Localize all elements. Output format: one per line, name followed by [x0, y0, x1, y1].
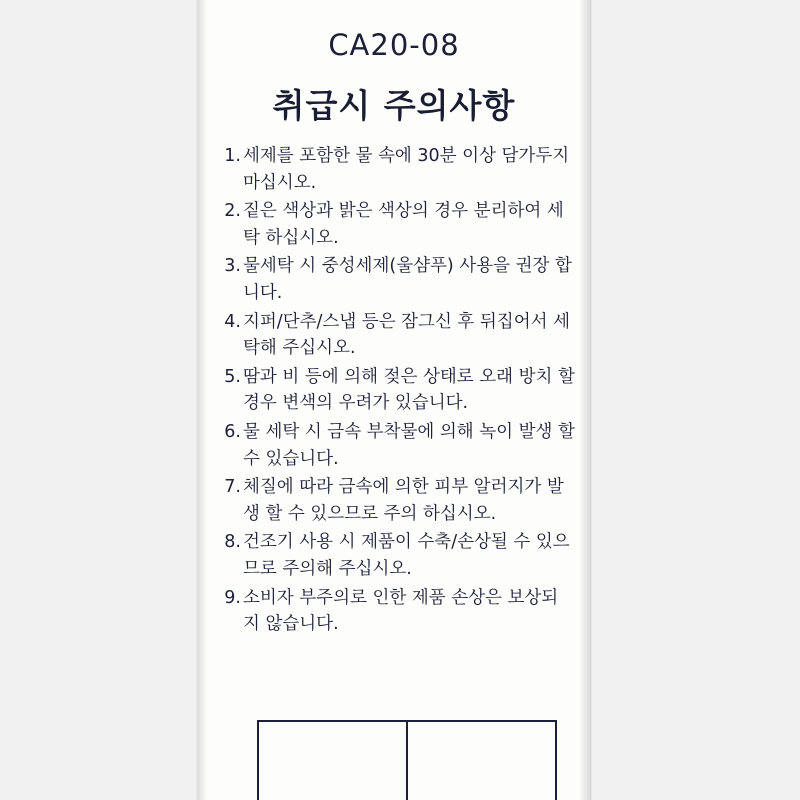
care-label-tag — [197, 0, 591, 800]
care-instruction-number: 8. — [224, 532, 241, 553]
care-instruction-item — [197, 309, 591, 362]
care-instruction-item — [197, 419, 591, 472]
care-label-content — [197, 0, 591, 800]
care-instruction-number: 5. — [224, 366, 241, 387]
care-instruction-number: 9. — [224, 587, 241, 608]
care-instruction-text: 땀과 비 등에 의해 젖은 상태로 오래 방치 할 경우 변색의 우려가 있습니다. — [243, 366, 575, 414]
product-code: CA20-08 — [328, 28, 460, 62]
pictogram-box — [257, 720, 408, 800]
care-instruction-number: 1. — [224, 146, 241, 166]
care-instruction-number: 4. — [224, 311, 241, 332]
care-instruction-text: 물세탁 시 중성세제(울샴푸) 사용을 권장 합니다. — [243, 256, 572, 303]
care-instruction-item — [197, 253, 591, 306]
care-instruction-text: 물 세탁 시 금속 부착물에 의해 녹이 발생 할 수 있습니다. — [243, 421, 575, 469]
care-instruction-text: 지퍼/단추/스냅 등은 잠그신 후 뒤집어서 세탁해 주십시오. — [243, 311, 570, 359]
care-instruction-text: 짙은 색상과 밝은 색상의 경우 분리하여 세탁 하십시오. — [243, 201, 564, 248]
care-instruction-number: 6. — [224, 421, 241, 442]
care-instruction-item — [197, 474, 591, 527]
care-instructions-list — [197, 143, 591, 638]
care-instruction-text: 세제를 포함한 물 속에 30분 이상 담가두지 마십시오. — [243, 146, 570, 193]
care-instruction-text: 체질에 따라 금속에 의한 피부 알러지가 발생 할 수 있으므로 주의 하십시오. — [243, 477, 564, 524]
care-instruction-number: 3. — [224, 256, 241, 277]
care-instruction-item — [197, 529, 591, 582]
pictogram-box — [408, 720, 557, 800]
care-instruction-item — [197, 198, 591, 251]
care-instruction-number: 2. — [224, 201, 241, 222]
care-instruction-item — [197, 364, 591, 417]
care-instruction-text: 소비자 부주의로 인한 제품 손상은 보상되지 않습니다. — [243, 587, 559, 635]
care-instruction-item — [197, 585, 591, 638]
label-title: 취급시 주의사항 — [272, 86, 516, 125]
care-instruction-item — [197, 143, 591, 196]
care-instruction-number: 7. — [224, 477, 241, 498]
care-instruction-text: 건조기 사용 시 제품이 수축/손상될 수 있으므로 주의해 주십시오. — [243, 532, 570, 579]
pictogram-box-row — [257, 720, 557, 800]
